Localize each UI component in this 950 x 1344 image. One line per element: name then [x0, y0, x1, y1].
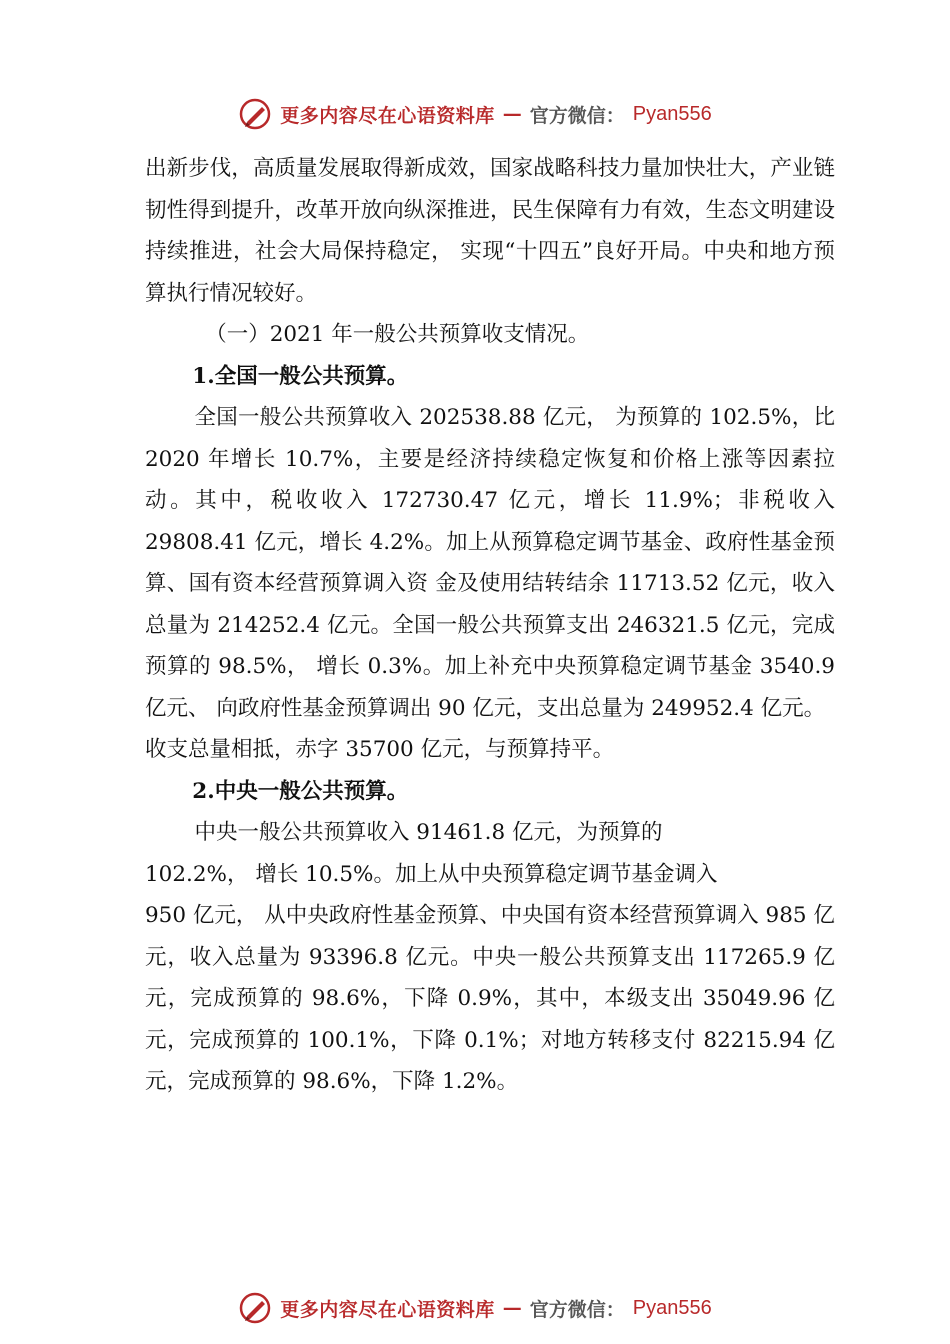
banner-title: 更多内容尽在心语资料库	[280, 104, 495, 127]
banner-separator: —	[502, 1297, 522, 1319]
central-revenue-line-2: 102.2%， 增长 10.5%。加上从中央预算稳定调节基金调入	[145, 861, 718, 887]
banner-wechat-label: 官方微信：	[529, 1298, 625, 1321]
banner-wechat-label: 官方微信：	[529, 104, 625, 127]
section-one-title: （一）2021 年一般公共预算收支情况。	[205, 322, 590, 347]
banner-separator: —	[502, 103, 522, 125]
pen-logo-icon	[238, 1291, 272, 1325]
banner-title: 更多内容尽在心语资料库	[280, 1298, 495, 1321]
central-revenue-line-3: 950 亿元， 从中央政府性基金预算、中央国有资本经营预算调入 985 亿	[145, 903, 835, 928]
national-revenue-paragraph: 全国一般公共预算收入 202538.88 亿元， 为预算的 102.5%，比 2020 年增长 10.7%，主要是经济持续稳定恢复和价格上涨等因素拉动。其中，税收收入 172730.47 亿元，增长 11.9%；非税收入 29808.41 亿元，增长 4.2%。加上从预算稳定调节基金、政府性基金预算、国有资本经营预算调入资 金及使用结转结余 11713.52 亿元，收入总量为 214252.4 亿元。全国一般公共预算支出 246321.5 亿元，完成预算的 98.5%， 增长 0.3%。加上补充中央预算稳定调节基金 3540.9 亿元、 向政府性基金预算调出 90 亿元，支出总量为 249952.4 亿元。	[145, 405, 835, 721]
header-banner	[0, 94, 950, 134]
heading-national-budget: 1.全国一般公共预算。	[192, 363, 409, 389]
intro-paragraph: 出新步伐，高质量发展取得新成效，国家战略科技力量加快壮大，产业链韧性得到提升，改革开放向纵深推进，民生保障有力有效，生态文明建设持续推进，社会大局保持稳定， 实现“十四五”良好开局。中央和地方预算执行情况较好。	[145, 156, 835, 306]
banner-wechat-id: Pyan556	[632, 1296, 712, 1319]
heading-central-budget: 2.中央一般公共预算。	[192, 778, 409, 804]
balance-paragraph: 收支总量相抵，赤字 35700 亿元，与预算持平。	[145, 737, 615, 762]
pen-logo-icon	[238, 97, 272, 131]
central-expenditure-paragraph: 元，收入总量为 93396.8 亿元。中央一般公共预算支出 117265.9 亿元，完成预算的 98.6%，下降 0.9%，其中，本级支出 35049.96 亿元，完成预算的 100.1%，下降 0.1%；对地方转移支付 82215.94 亿元，完成预算的 98.6%，下降 1.2%。	[145, 944, 835, 1094]
document-body	[145, 148, 835, 1103]
central-revenue-line-1: 中央一般公共预算收入 91461.8 亿元，为预算的	[194, 820, 663, 845]
footer-banner	[0, 1288, 950, 1328]
banner-wechat-id: Pyan556	[632, 102, 712, 125]
